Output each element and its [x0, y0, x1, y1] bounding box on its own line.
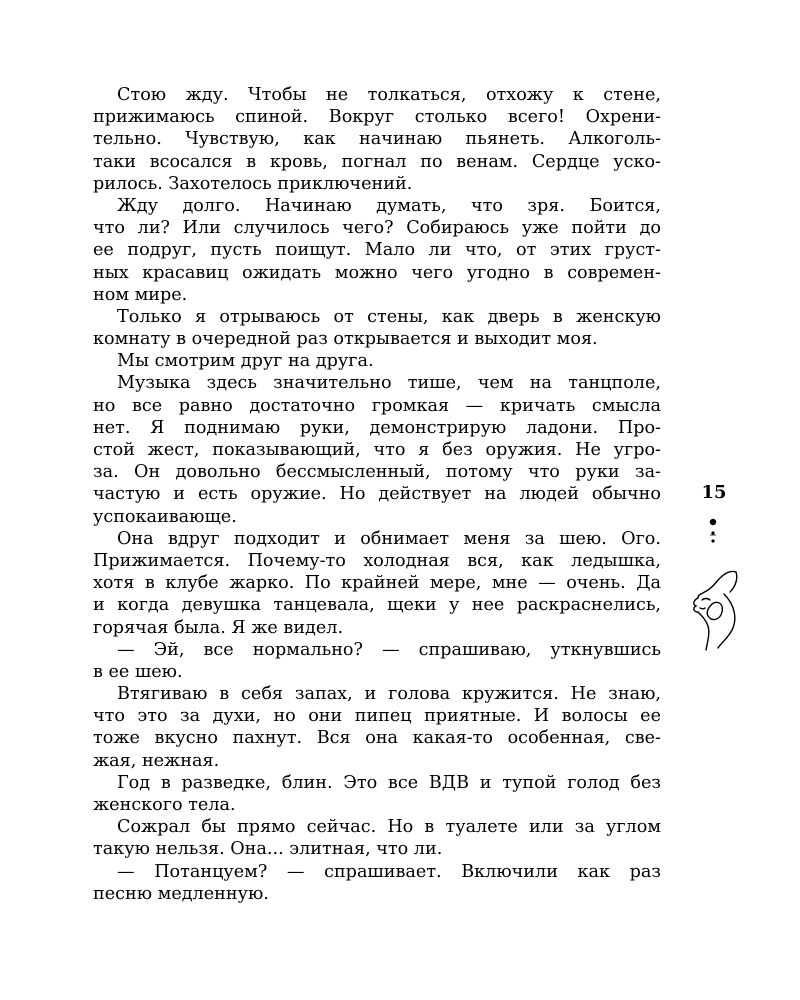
text-line: женского тела. — [93, 795, 236, 815]
text-line: в ее шею. — [93, 661, 183, 682]
text-line: тоже вкусно пахнут. Вся она какая-то особенная, све- — [93, 728, 661, 749]
text-line: нет. Я поднимаю руки, демонстрирую ладони. Про- — [93, 417, 661, 438]
text-line: ном мире. — [93, 284, 188, 305]
text-line: тельно. Чувствую, как начинаю пьянеть. Алкоголь- — [93, 129, 661, 150]
text-line: что это за духи, но они пипец приятные. И волосы ее — [93, 706, 661, 727]
text-line: такую нельзя. Она... элитная, что ли. — [93, 839, 443, 860]
text-line: ных красавиц ожидать можно чего угодно в современ- — [93, 262, 661, 283]
text-line: жая, нежная. — [93, 750, 220, 771]
text-line: Она вдруг подходит и обнимает меня за шею. Ого. — [117, 528, 661, 549]
text-line: Прижимается. Почему-то холодная вся, как ледышка, — [93, 550, 661, 571]
text-line: Жду долго. Начинаю думать, что зря. Боится, — [117, 195, 661, 216]
text-line: Сожрал бы прямо сейчас. Но в туалете или за углом — [117, 817, 661, 838]
text-line: Музыка здесь значительно тише, чем на танцполе, — [117, 373, 661, 394]
text-line: прижимаюсь спиной. Вокруг столько всего! Охрени- — [93, 107, 661, 128]
text-line: но все равно достаточно громкая — кричать смысла — [93, 395, 661, 416]
text-line: частую и есть оружие. Но действует на людей обычно — [93, 484, 661, 505]
text-line: Втягиваю в себя запах, и голова кружится. Не знаю, — [117, 684, 661, 705]
text-line: хотя в клубе жарко. По крайней мере, мне — очень. Да — [93, 573, 661, 594]
text-line: рилось. Захотелось приключений. — [93, 173, 413, 194]
text-line: стой жест, показывающий, что я без оружия. Не угро- — [93, 440, 661, 460]
text-line: горячая была. Я же видел. — [93, 617, 344, 638]
vertical-dots-icon — [700, 516, 730, 554]
text-line: таки всосался в кровь, погнал по венам. Сердце уско- — [93, 151, 661, 172]
text-line: комнату в очередной раз открывается и выходит моя. — [93, 329, 598, 350]
face-profile-sketch-icon — [678, 564, 750, 660]
text-line: Только я отрываюсь от стены, как дверь в женскую — [117, 306, 661, 327]
text-line: ее подруг, пусть поищут. Мало ли что, от этих груст- — [93, 240, 661, 261]
text-line: успокаивающе. — [93, 506, 237, 527]
body-text — [93, 84, 661, 905]
page-number: 15 — [701, 482, 727, 503]
text-line: что ли? Или случилось чего? Собираюсь уже пойти до — [93, 218, 661, 239]
text-line: Стою жду. Чтобы не толкаться, отхожу к стене, — [117, 85, 661, 105]
text-line: — Потанцуем? — спрашивает. Включили как раз — [117, 861, 661, 882]
text-line: за. Он довольно бессмысленный, потому что руки за- — [93, 462, 661, 483]
text-line: — Эй, все нормально? — спрашиваю, уткнувшись — [117, 639, 661, 660]
text-line: Год в разведке, блин. Это все ВДВ и тупой голод без — [117, 772, 661, 793]
text-line: и когда девушка танцевала, щеки у нее раскраснелись, — [93, 595, 661, 616]
text-line: Мы смотрим друг на друга. — [117, 351, 374, 372]
text-line: песню медленную. — [93, 883, 269, 904]
